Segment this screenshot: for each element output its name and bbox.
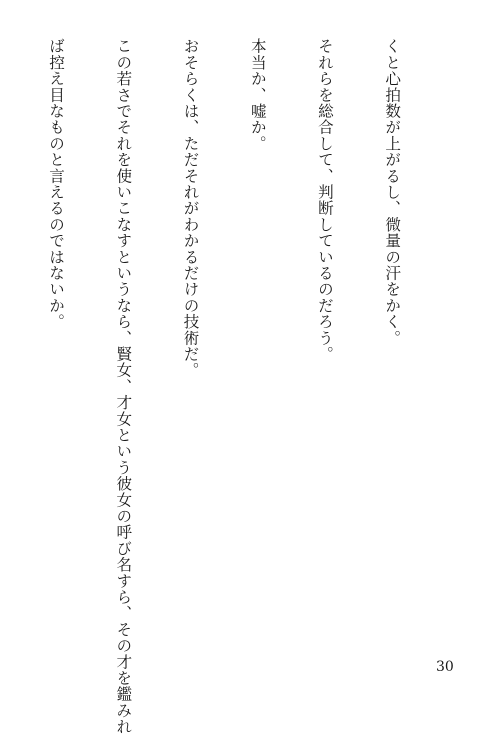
text-line: おそらくは、ただそれがわかるだけの技術だ。 [181, 38, 200, 379]
text-line: この若さでそれを使いこなすというなら、賢女、才女という彼女の呼び名すら、その才を鑑みれ [114, 38, 133, 735]
text-line: くと心拍数が上がるし、微量の汗をかく。 [383, 38, 402, 346]
text-line: 本当か、嘘か。 [248, 38, 267, 152]
text-line: それらを総合して、判断しているのだろう。 [315, 38, 334, 362]
text-line: ば控え目なものと言えるのではないか。 [47, 38, 66, 330]
page-number: 30 [436, 659, 454, 675]
